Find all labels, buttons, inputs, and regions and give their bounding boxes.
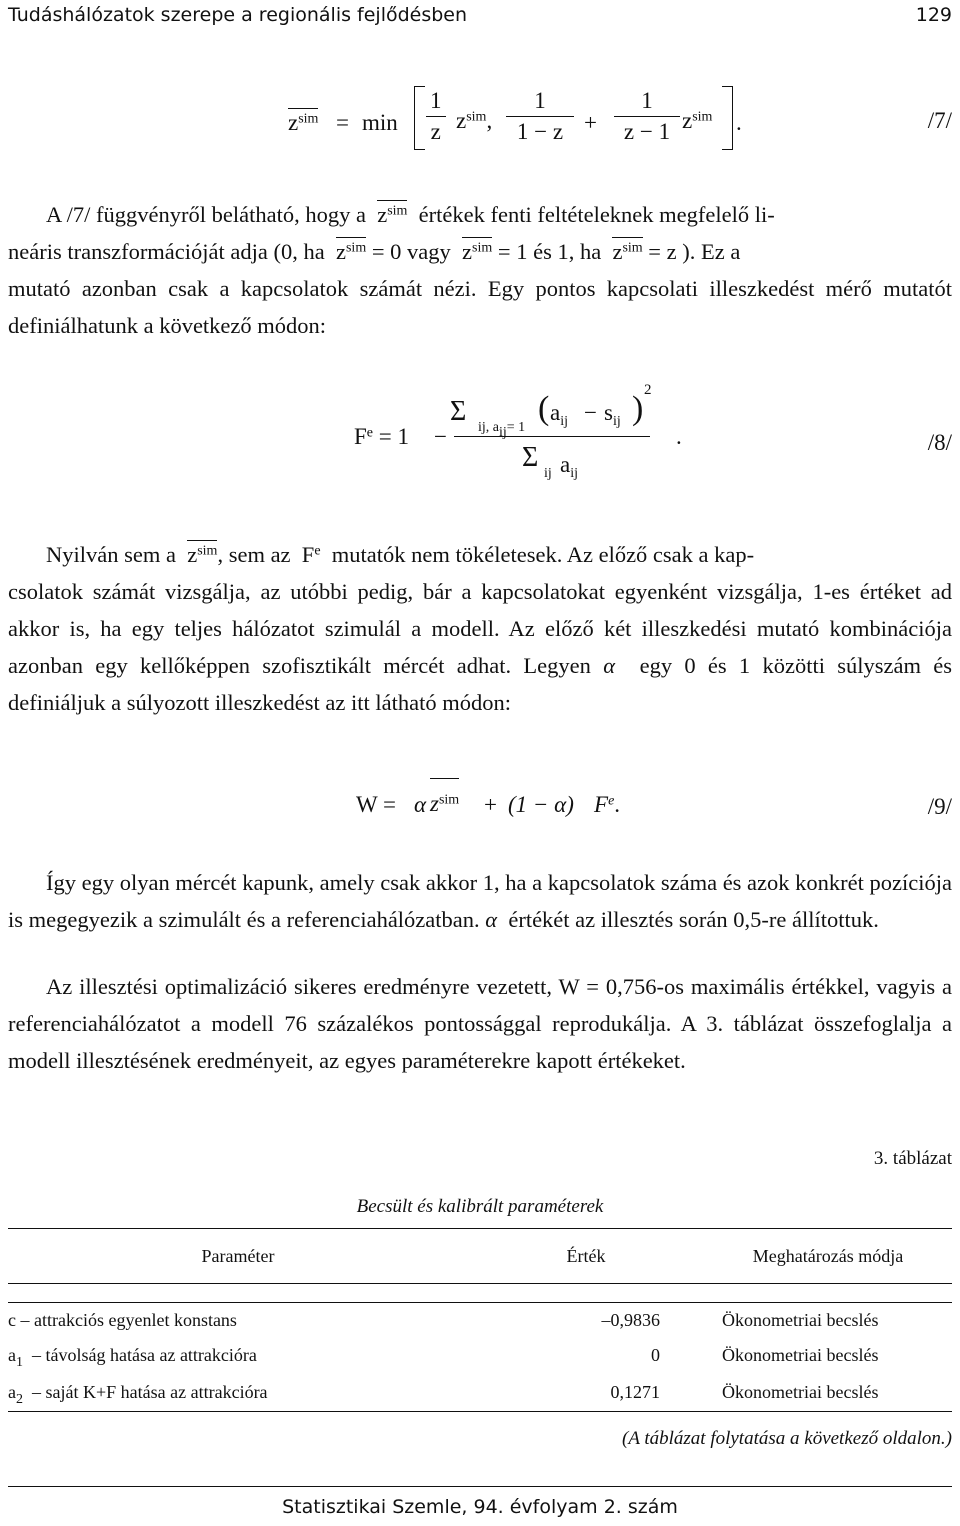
frac-1-over-z: $\frac{1}{z}$ [426, 88, 446, 145]
equation-number-8: /8/ [927, 430, 952, 455]
parameters-table [8, 1228, 952, 1412]
column-header: Érték [468, 1229, 704, 1284]
paragraph-3: Így egy olyan mércét kapunk, amely csak akkor 1, ha a kapcsolatok száma és azok konkrét pozíciója is megegyezik a szimulált és a referenciahálózatban. α értékét az illesztés során 0,5-re állítottuk. [8, 870, 952, 932]
z-sim-bar: $z^{sim}$ [288, 110, 319, 135]
equation-number-7: /7/ [927, 108, 952, 133]
right-bracket [722, 86, 733, 150]
frac-1-over-z-minus-1: $\frac{1}{z - 1}$ [614, 88, 680, 145]
paragraph-1: A /7/ függvényről belátható, hogy a $z^{sim}$ értékek fenti feltételeknek megfelelő li- neáris transzformációját adja (0, ha $z^{sim} = 0$ vagy $z^{sim} = 1$ és 1, ha $z^{sim} = z$ ). Ez a mutató azonban csak a kapcsolatok számát nézi. Egy pontos kapcsolati illeszkedést mérő mutatót definiálhatunk a következő módon: [8, 202, 952, 338]
footer-text: Statisztikai Szemle, 94. évfolyam 2. szám [282, 1496, 678, 1518]
table-row: c – attrakciós egyenlet konstans –0,9836 Ökonometriai becslés [8, 1303, 952, 1339]
formula-9: W = α $z^{sim}$ + (1 − α) $F^e$. [356, 778, 676, 826]
fraction-bar [454, 436, 650, 437]
column-header: Meghatározás módja [704, 1229, 952, 1284]
formula-8: $F^e = 1$ − Σ ij, $a_{ij}= 1$ ( $a_{ij}$ − $s_{ij}$ ) 2 Σ ij $a_{ij}$ . [354, 382, 682, 481]
running-header: Tudáshálózatok szerepe a regionális fejlődésben [8, 4, 468, 26]
equation-number-9: /9/ [927, 794, 952, 819]
formula-7: $z^{sim}$ = min $\frac{1}{z}$ $z^{sim}$, $\frac{1}{1 - z}$ + $\frac{1}{z - 1}$ $z^{sim}$ . [288, 86, 768, 166]
table-number: 3. táblázat [873, 1148, 952, 1169]
table-title: Becsült és kalibrált paraméterek [356, 1196, 604, 1217]
table-row: $a_2$ – saját K+F hatása az attrakcióra 0,1271 Ökonometriai becslés [8, 1373, 952, 1412]
table-header-row [8, 1229, 952, 1284]
paragraph-4: Az illesztési optimalizáció sikeres eredményre vezetett, W = 0,756-os maximális értékkel, vagyis a referenciahálózatot a modell 76 százalékos pontossággal reprodukálja. A 3. táblázat összefoglalja a modell illesztésének eredményeit, az egyes paraméterekre kapott értékeket. [8, 974, 953, 1073]
column-header: Paraméter [8, 1229, 468, 1284]
frac-1-over-1-minus-z: $\frac{1}{1 - z}$ [506, 88, 574, 145]
page-number: 129 [915, 4, 952, 26]
footer-rule [8, 1486, 952, 1487]
left-bracket [414, 86, 425, 150]
paragraph-2: Nyilván sem a $z^{sim}$, sem az $F^e$ mutatók nem tökéletesek. Az előző csak a kap- csolatok számát vizsgálja, az utóbbi pedig, bár a kapcsolatokat egyenként vizsgálja, 1-es értéket ad akkor is, ha egy teljes hálózatot szimulál a modell. Az előző két illeszkedési mutató kombinációja azonban egy kellőképpen szofisztikált mércét adhat. Legyen α egy 0 és 1 közötti súlyszám és definiáljuk a súlyozott illeszkedést az itt látható módon: [8, 542, 953, 715]
table-row: $a_1$ – távolság hatása az attrakcióra 0 Ökonometriai becslés [8, 1345, 879, 1370]
table-continued-note: (A táblázat folytatása a következő oldalon.) [622, 1428, 952, 1449]
